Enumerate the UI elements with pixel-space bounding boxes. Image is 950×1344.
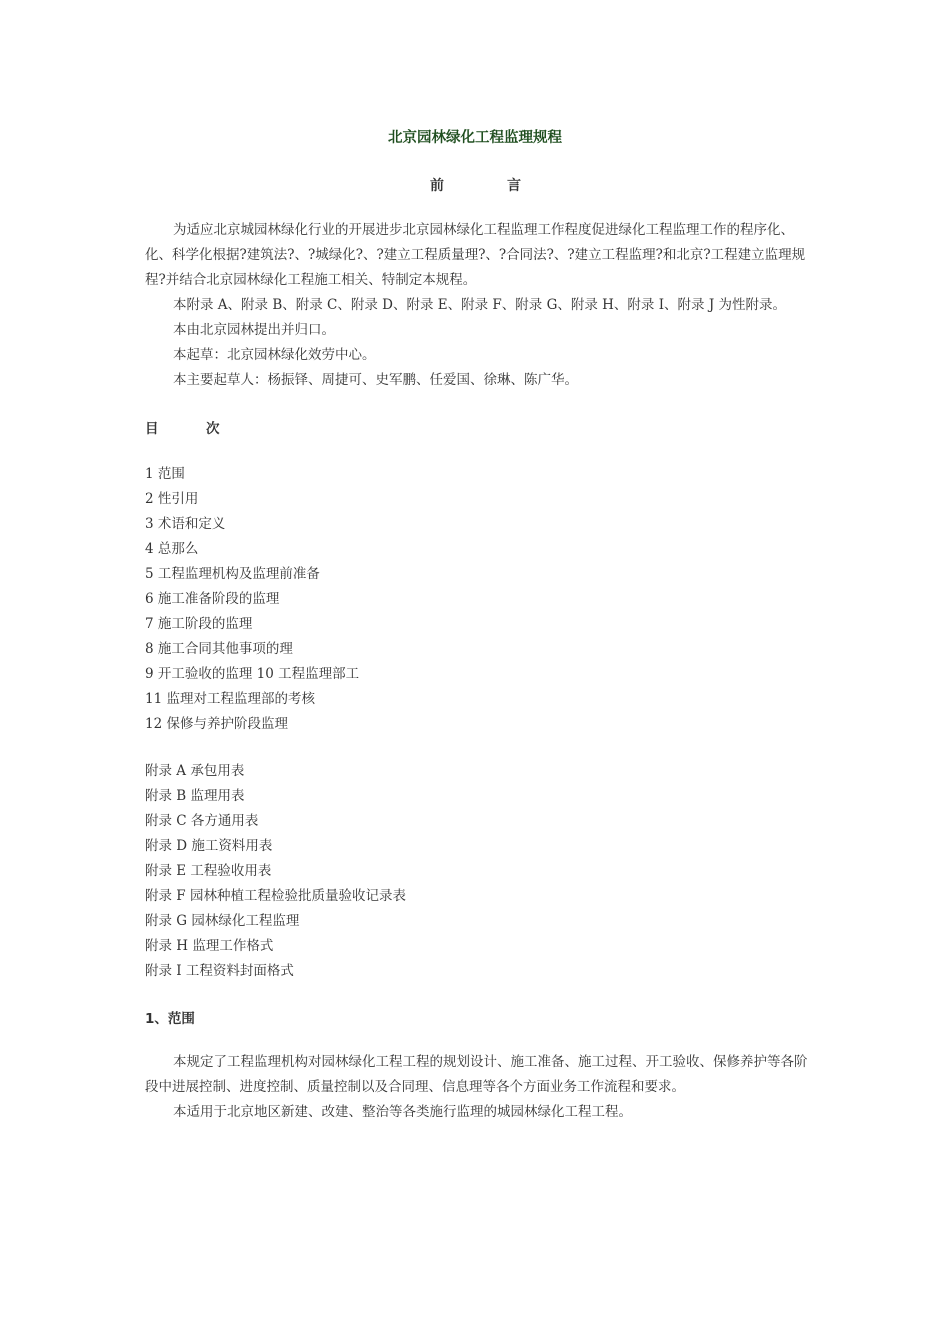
toc-item: 9 开工验收的监理 10 工程监理部工 xyxy=(145,666,360,682)
toc-item: 6 施工准备阶段的监理 xyxy=(145,591,280,607)
preface-paragraph: 本附录 A、附录 B、附录 C、附录 D、附录 E、附录 F、附录 G、附录 H、附录 I、附录 J 为性附录。 xyxy=(173,297,787,313)
toc-item: 12 保修与养护阶段监理 xyxy=(145,716,288,732)
toc-item: 11 监理对工程监理部的考核 xyxy=(145,691,315,707)
preface-paragraph: 本由北京园林提出并归口。 xyxy=(173,322,335,338)
section-1-body xyxy=(145,1050,810,1125)
preface-paragraph: 本起草：北京园林绿化效劳中心。 xyxy=(173,347,376,363)
toc-item: 2 性引用 xyxy=(145,491,199,507)
toc-item: 3 术语和定义 xyxy=(145,516,226,532)
toc-heading xyxy=(145,417,220,437)
toc-item: 7 施工阶段的监理 xyxy=(145,616,253,632)
section-1-paragraph: 本规定了工程监理机构对园林绿化工程工程的规划设计、施工准备、施工过程、开工验收、保修养护等各阶段中进展控制、进度控制、质量控制以及合同理、信息理等各个方面业务工作流程和要求。 xyxy=(145,1054,808,1095)
toc-item: 4 总那么 xyxy=(145,541,199,557)
toc-item: 5 工程监理机构及监理前准备 xyxy=(145,566,320,582)
appendix-item: 附录 E 工程验收用表 xyxy=(145,863,272,879)
appendix-item: 附录 A 承包用表 xyxy=(145,763,245,779)
appendix-list xyxy=(145,759,406,984)
document-title: 北京园林绿化工程监理规程 xyxy=(388,130,562,146)
appendix-item: 附录 F 园林种植工程检验批质量验收记录表 xyxy=(145,888,406,904)
section-1-paragraph: 本适用于北京地区新建、改建、整治等各类施行监理的城园林绿化工程工程。 xyxy=(173,1104,632,1120)
appendix-item: 附录 D 施工资料用表 xyxy=(145,838,273,854)
toc-list xyxy=(145,462,359,737)
toc-heading-char-1: 目 xyxy=(145,421,159,437)
preface-heading-char-2: 言 xyxy=(507,178,521,194)
appendix-item: 附录 H 监理工作格式 xyxy=(145,938,274,954)
appendix-item: 附录 B 监理用表 xyxy=(145,788,245,804)
appendix-item: 附录 G 园林绿化工程监理 xyxy=(145,913,300,929)
toc-item: 1 范围 xyxy=(145,466,185,482)
toc-heading-char-2: 次 xyxy=(206,421,220,437)
appendix-item: 附录 I 工程资料封面格式 xyxy=(145,963,294,979)
preface-paragraph: 本主要起草人：杨振铎、周捷可、史军鹏、任爱国、徐琳、陈广华。 xyxy=(173,372,578,388)
preface-heading-char-1: 前 xyxy=(430,178,444,194)
section-1-heading: 1、范围 xyxy=(145,1011,195,1027)
appendix-item: 附录 C 各方通用表 xyxy=(145,813,259,829)
preface-body xyxy=(145,218,810,393)
preface-paragraph: 为适应北京城园林绿化行业的开展进步北京园林绿化工程监理工作程度促进绿化工程监理工作的程序化、化、科学化根据?建筑法?、?城绿化?、?建立工程质量理?、?合同法?、?建立工程监理?和北京?工程建立监理规程?并结合北京园林绿化工程施工相关、特制定本规程。 xyxy=(145,222,806,288)
toc-item: 8 施工合同其他事项的理 xyxy=(145,641,293,657)
